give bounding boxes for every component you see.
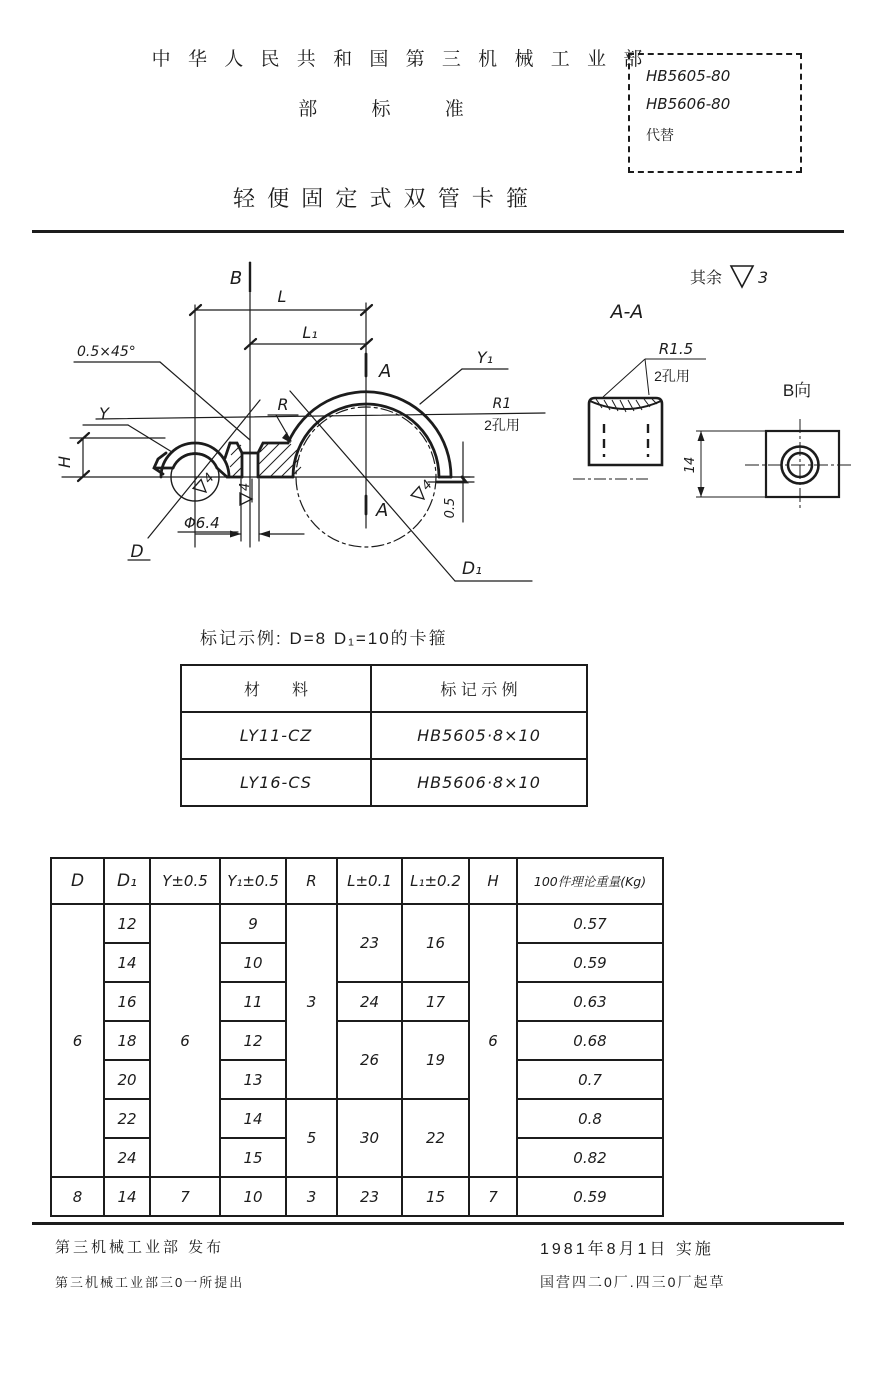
section-view-label: A-A <box>610 301 644 323</box>
cell-weight: 0.57 <box>517 904 663 943</box>
cell-r: 3 <box>286 1177 337 1216</box>
cell-d1: 18 <box>104 1021 150 1060</box>
cell-l: 30 <box>337 1099 402 1177</box>
cell-weight: 0.82 <box>517 1138 663 1177</box>
bottom-rule <box>32 1222 844 1225</box>
col-header-l1: L₁±0.2 <box>402 858 469 904</box>
cell-h: 6 <box>469 904 517 1177</box>
cell-weight: 0.68 <box>517 1021 663 1060</box>
col-header-weight: 100件理论重量(Kg) <box>517 858 663 904</box>
b-direction-view <box>683 381 853 509</box>
cell-y1: 10 <box>220 943 286 982</box>
b-view-label: B向 <box>782 381 812 400</box>
marking-cell: HB5605·8×10 <box>371 712 587 759</box>
cell-l: 26 <box>337 1021 402 1099</box>
cell-y1: 13 <box>220 1060 286 1099</box>
document-title: 轻 便 固 定 式 双 管 卡 箍 <box>233 186 531 211</box>
r15-note-label: 2孔用 <box>654 368 690 384</box>
cell-y1: 11 <box>220 982 286 1021</box>
marking-cell: HB5606·8×10 <box>371 759 587 806</box>
col-header-y1: Y₁±0.5 <box>220 858 286 904</box>
radius-r1-label: R1 <box>492 396 512 412</box>
footer-proposed-by: 第三机械工业部三0一所提出 <box>55 1275 245 1290</box>
surface-finish-icon <box>731 266 753 287</box>
surface-note-grade: 3 <box>758 268 769 287</box>
dim-l-label: L <box>277 287 287 306</box>
dim-d1-label: D₁ <box>462 559 482 579</box>
dimension-table <box>50 857 664 1217</box>
dim-d-label: D <box>130 542 144 562</box>
cell-d: 8 <box>51 1177 104 1216</box>
cell-weight: 0.8 <box>517 1099 663 1138</box>
hole-dia-label: Φ6.4 <box>184 514 220 532</box>
table-row <box>181 759 587 806</box>
standard-number-2: HB5606-80 <box>646 95 731 113</box>
step-dim-label: 0.5 <box>443 497 458 519</box>
cell-l: 24 <box>337 982 402 1021</box>
section-a-top-label: A <box>379 361 392 382</box>
cell-y: 7 <box>150 1177 220 1216</box>
surface-note-prefix: 其余 <box>689 270 723 287</box>
technical-drawing <box>0 240 874 622</box>
col-header-l: L±0.1 <box>337 858 402 904</box>
table-row <box>51 1021 663 1060</box>
col-header-y: Y±0.5 <box>150 858 220 904</box>
standard-number-box <box>628 53 802 173</box>
material-cell: LY16-CS <box>181 759 371 806</box>
table-row <box>51 904 663 943</box>
cell-d1: 16 <box>104 982 150 1021</box>
svg-text:4: 4 <box>238 482 253 491</box>
material-cell: LY11-CZ <box>181 712 371 759</box>
col-header-r: R <box>286 858 337 904</box>
cell-h: 7 <box>469 1177 517 1216</box>
material-header: 材 料 <box>181 665 371 712</box>
cell-d1: 20 <box>104 1060 150 1099</box>
radius-r15-label: R1.5 <box>658 340 694 358</box>
cell-y1: 15 <box>220 1138 286 1177</box>
cell-l: 23 <box>337 1177 402 1216</box>
cell-weight: 0.63 <box>517 982 663 1021</box>
top-rule <box>32 230 844 233</box>
b-mark-label: B <box>229 268 243 289</box>
cell-l1: 15 <box>402 1177 469 1216</box>
cell-y: 6 <box>150 904 220 1177</box>
dim-y-label: Y <box>99 404 109 423</box>
cell-l1: 17 <box>402 982 469 1021</box>
dim-l1-label: L₁ <box>302 323 318 342</box>
footer-implemented-date: 1981年8月1日 实施 <box>540 1241 714 1258</box>
standard-type: 部 标 准 <box>298 99 474 120</box>
svg-text:4: 4 <box>418 477 436 494</box>
cell-r: 3 <box>286 904 337 1099</box>
dim-h-label: H <box>55 455 74 469</box>
cell-d1: 22 <box>104 1099 150 1138</box>
col-header-h: H <box>469 858 517 904</box>
cell-weight: 0.59 <box>517 1177 663 1216</box>
cell-d1: 14 <box>104 943 150 982</box>
section-a-bottom-label: A <box>376 500 389 521</box>
cell-y1: 9 <box>220 904 286 943</box>
radius-r-label: R <box>277 395 289 414</box>
cell-l: 23 <box>337 904 402 982</box>
footer-issued-by: 第三机械工业部 发布 <box>55 1239 225 1256</box>
surface-note <box>690 266 768 287</box>
table-row <box>181 712 587 759</box>
cell-d1: 14 <box>104 1177 150 1216</box>
cell-y1: 12 <box>220 1021 286 1060</box>
material-table-header-row <box>181 665 587 712</box>
section-view-aa <box>573 301 706 479</box>
cell-l1: 19 <box>402 1021 469 1099</box>
footer-drafted-by: 国营四二0厂.四三0厂起草 <box>540 1274 726 1290</box>
marking-header: 标 记 示 例 <box>371 665 587 712</box>
cell-weight: 0.59 <box>517 943 663 982</box>
svg-text:4: 4 <box>200 470 218 487</box>
ministry-name: 中 华 人 民 共 和 国 第 三 机 械 工 业 部 <box>151 49 649 70</box>
cell-l1: 22 <box>402 1099 469 1177</box>
finish-mark-hole <box>238 483 253 505</box>
table-row <box>51 1177 663 1216</box>
standard-number-1: HB5605-80 <box>646 67 731 85</box>
cell-y1: 10 <box>220 1177 286 1216</box>
marking-example: 标记示例: D=8 D₁=10的卡箍 <box>200 629 448 648</box>
chamfer-label: 0.5×45° <box>77 344 136 360</box>
cell-d: 6 <box>51 904 104 1177</box>
col-header-d1: D₁ <box>104 858 150 904</box>
cell-d1: 24 <box>104 1138 150 1177</box>
cell-d1: 12 <box>104 904 150 943</box>
col-header-d: D <box>51 858 104 904</box>
table-row <box>51 982 663 1021</box>
dimension-table-header-row <box>51 858 663 904</box>
material-table <box>180 664 588 807</box>
table-row <box>51 1099 663 1138</box>
cell-r: 5 <box>286 1099 337 1177</box>
replaces-label: 代替 <box>646 127 674 143</box>
width-14-label: 14 <box>683 456 698 474</box>
dim-y1-label: Y₁ <box>476 348 494 367</box>
cell-l1: 16 <box>402 904 469 982</box>
r1-note-label: 2孔用 <box>484 417 520 433</box>
cell-weight: 0.7 <box>517 1060 663 1099</box>
cell-y1: 14 <box>220 1099 286 1138</box>
